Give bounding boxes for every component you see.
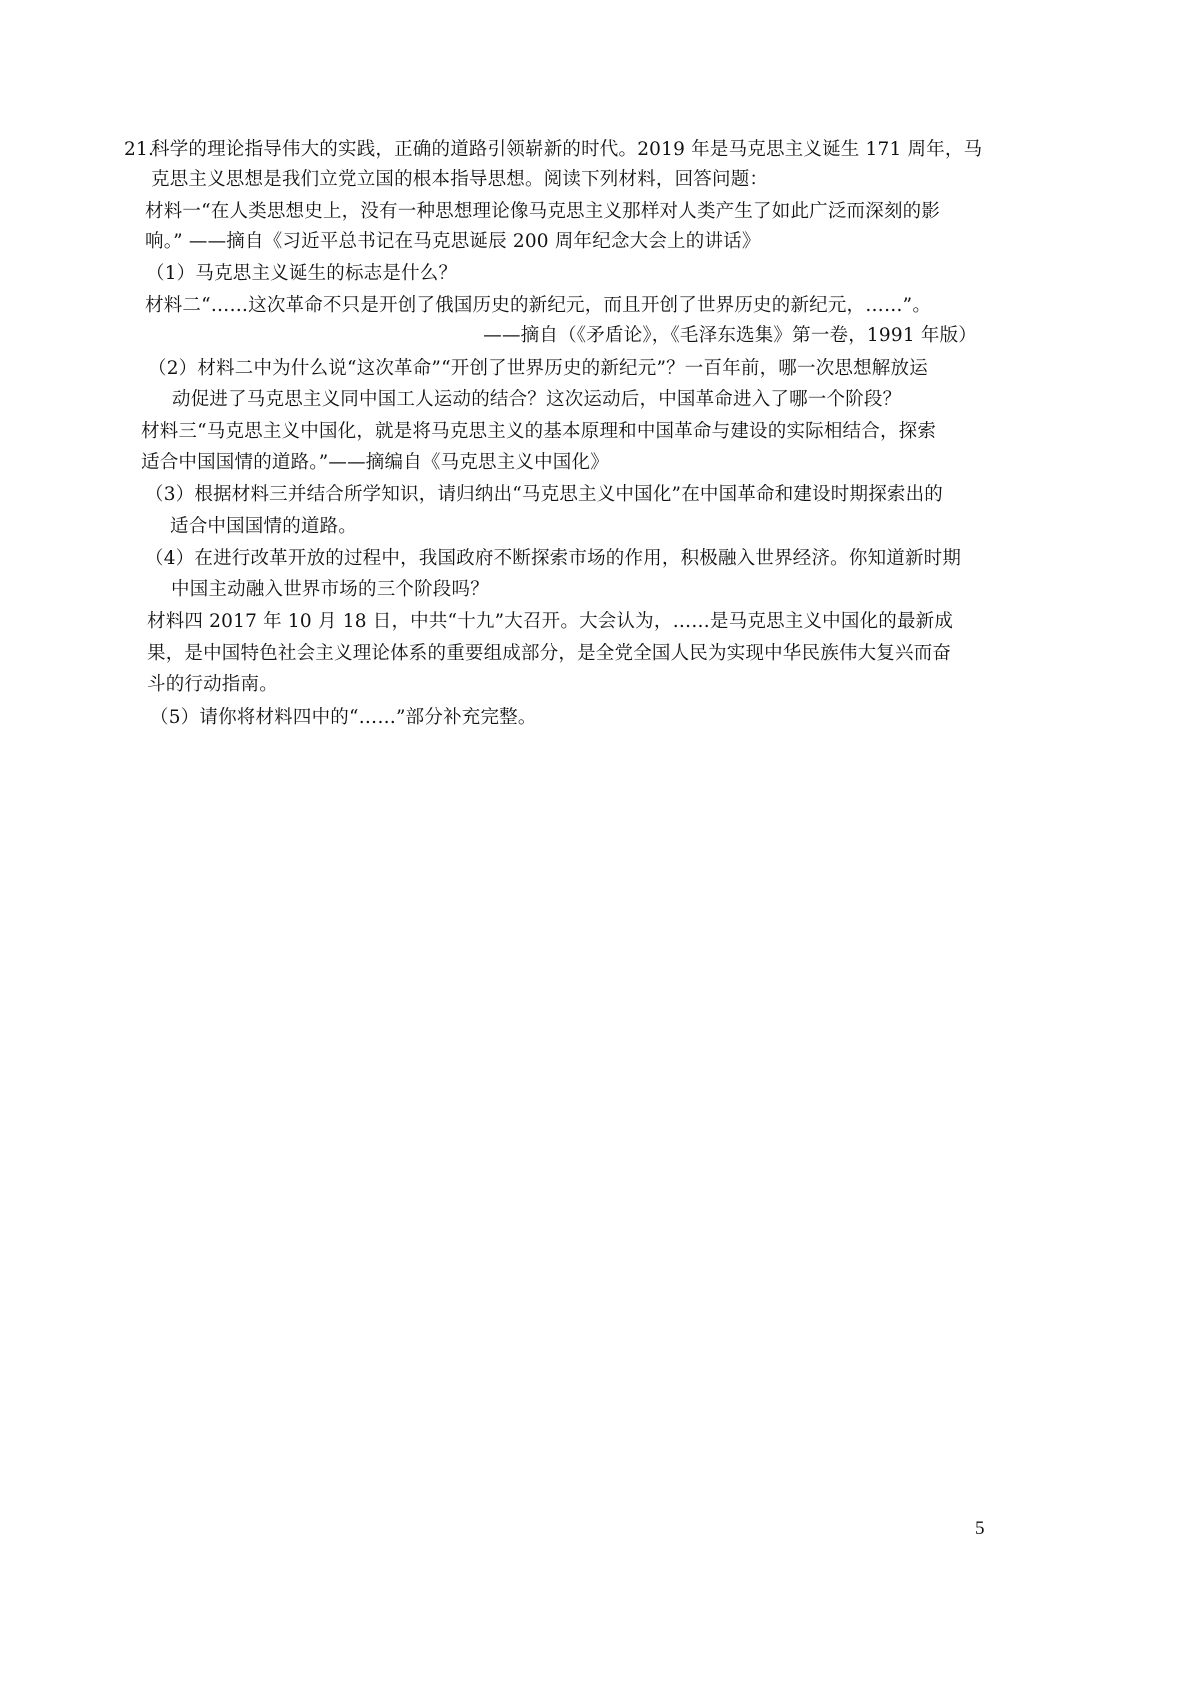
material-1-line-2: 响。” ——摘自《习近平总书记在马克思诞辰 200 周年纪念大会上的讲话》 xyxy=(145,231,761,252)
sub-question-4-line-1: （4）在进行改革开放的过程中，我国政府不断探索市场的作用，积极融入世界经济。你知道新时期 xyxy=(145,548,962,569)
material-1-line-1: 材料一“在人类思想史上，没有一种思想理论像马克思主义那样对人类产生了如此广泛而深刻的影 xyxy=(145,201,941,222)
sub-question-3-line-2: 适合中国国情的道路。 xyxy=(170,516,358,537)
sub-question-5: （5）请你将材料四中的“……”部分补充完整。 xyxy=(150,707,537,728)
material-2-source: ——摘自（《矛盾论》，《毛泽东选集》第一卷，1991 年版） xyxy=(483,325,977,346)
sub-question-3-line-1: （3）根据材料三并结合所学知识，请归纳出“马克思主义中国化”在中国革命和建设时期探索出的 xyxy=(145,484,943,505)
question-intro-line-2: 克思主义思想是我们立党立国的根本指导思想。阅读下列材料，回答问题： xyxy=(151,169,769,190)
question-number: 21. xyxy=(124,139,155,160)
material-4-line-1: 材料四 2017 年 10 月 18 日，中共“十九”大召开。大会认为，……是马克思主义中国化的最新成 xyxy=(147,611,954,632)
sub-question-1: （1）马克思主义诞生的标志是什么？ xyxy=(146,263,458,284)
material-3-line-2: 适合中国国情的道路。”——摘编自《马克思主义中国化》 xyxy=(141,452,609,473)
sub-question-2-line-1: （2）材料二中为什么说“这次革命”“开创了世界历史的新纪元”？一百年前，哪一次思想解放运 xyxy=(148,358,928,379)
sub-question-4-line-2: 中国主动融入世界市场的三个阶段吗？ xyxy=(171,579,489,600)
question-intro-line-1: 科学的理论指导伟大的实践，正确的道路引领崭新的时代。2019 年是马克思主义诞生 171 周年，马 xyxy=(151,139,983,160)
material-2-text: 材料二“……这次革命不只是开创了俄国历史的新纪元，而且开创了世界历史的新纪元，……”。 xyxy=(145,295,932,316)
material-4-line-3: 斗的行动指南。 xyxy=(147,674,278,695)
page-number: 5 xyxy=(975,1518,985,1539)
material-4-line-2: 果，是中国特色社会主义理论体系的重要组成部分，是全党全国人民为实现中华民族伟大复兴而奋 xyxy=(147,643,952,664)
material-3-line-1: 材料三“马克思主义中国化，就是将马克思主义的基本原理和中国革命与建设的实际相结合，探索 xyxy=(141,421,937,442)
sub-question-2-line-2: 动促进了马克思主义同中国工人运动的结合？这次运动后，中国革命进入了哪一个阶段？ xyxy=(172,389,902,410)
